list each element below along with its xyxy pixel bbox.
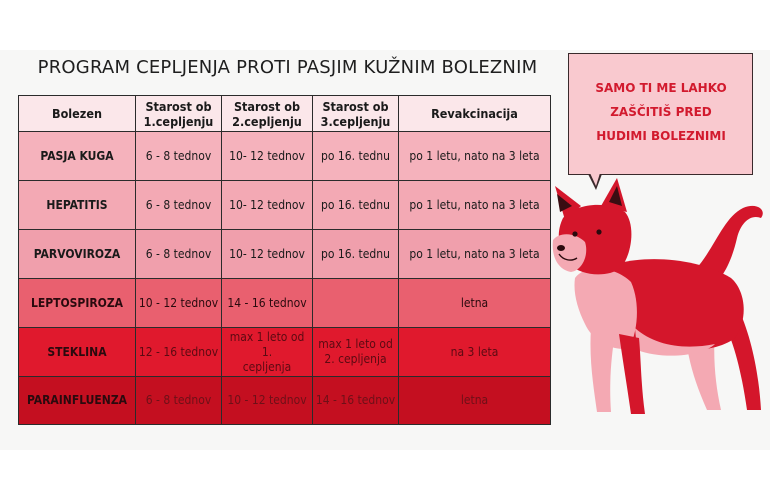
second-age-cell: 10- 12 tednov xyxy=(222,132,313,181)
table-row xyxy=(19,230,551,279)
second-age-cell: 10- 12 tednov xyxy=(222,230,313,279)
header-third-line1: Starost ob xyxy=(322,98,389,114)
first-age-cell: 6 - 8 tednov xyxy=(136,132,222,181)
header-second-line2: 2.cepljenju xyxy=(232,113,302,129)
revaccination-cell: po 1 letu, nato na 3 leta xyxy=(399,181,551,230)
disease-cell: STEKLINA xyxy=(19,328,136,377)
revaccination-cell: po 1 letu, nato na 3 leta xyxy=(399,230,551,279)
revaccination-cell: po 1 letu, nato na 3 leta xyxy=(399,132,551,181)
table-row xyxy=(19,132,551,181)
first-age-cell: 6 - 8 tednov xyxy=(136,230,222,279)
third-age-cell: 14 - 16 tednov xyxy=(313,377,399,425)
second-age-cell: 10- 12 tednov xyxy=(222,181,313,230)
first-age-cell: 12 - 16 tednov xyxy=(136,328,222,377)
dog-illustration-icon xyxy=(545,178,770,423)
header-revaccination: Revakcinacija xyxy=(399,96,551,132)
bubble-line-1: SAMO TI ME LAHKO xyxy=(595,81,727,95)
header-third-line2: 3.cepljenju xyxy=(320,113,391,129)
speech-bubble-text xyxy=(572,76,750,148)
second-age-cell: 10 - 12 tednov xyxy=(222,377,313,425)
header-third-vaccination xyxy=(313,96,399,132)
third-age-cell xyxy=(313,279,399,328)
first-age-cell: 6 - 8 tednov xyxy=(136,377,222,425)
disease-cell: PASJA KUGA xyxy=(19,132,136,181)
bubble-line-3: HUDIMI BOLEZNIMI xyxy=(596,129,726,143)
first-age-cell: 6 - 8 tednov xyxy=(136,181,222,230)
table-row xyxy=(19,181,551,230)
disease-cell: HEPATITIS xyxy=(19,181,136,230)
third-age-line2: 2. cepljenja xyxy=(324,352,387,366)
revaccination-cell: na 3 leta xyxy=(399,328,551,377)
third-age-cell xyxy=(313,328,399,377)
second-age-cell xyxy=(222,328,313,377)
third-age-line1: max 1 leto od xyxy=(318,337,393,351)
disease-cell: PARAINFLUENZA xyxy=(19,377,136,425)
table-header-row xyxy=(19,96,551,132)
revaccination-cell: letna xyxy=(399,377,551,425)
table-row xyxy=(19,279,551,328)
second-age-cell: 14 - 16 tednov xyxy=(222,279,313,328)
third-age-cell: po 16. tednu xyxy=(313,230,399,279)
second-age-line1: max 1 leto od 1. xyxy=(229,329,305,359)
bubble-line-2: ZAŠČITIŠ PRED xyxy=(610,105,712,119)
header-disease: Bolezen xyxy=(19,96,136,132)
second-age-line2: cepljenja xyxy=(242,359,292,374)
header-first-line2: 1.cepljenju xyxy=(143,113,214,129)
table-row xyxy=(19,328,551,377)
disease-cell: LEPTOSPIROZA xyxy=(19,279,136,328)
third-age-cell: po 16. tednu xyxy=(313,132,399,181)
vaccination-table xyxy=(18,95,551,425)
first-age-cell: 10 - 12 tednov xyxy=(136,279,222,328)
revaccination-cell: letna xyxy=(399,279,551,328)
header-first-vaccination xyxy=(136,96,222,132)
header-second-line1: Starost ob xyxy=(233,98,301,114)
disease-cell: PARVOVIROZA xyxy=(19,230,136,279)
page-title: PROGRAM CEPLJENJA PROTI PASJIM KUŽNIM BOLEZNIM xyxy=(37,57,538,78)
header-second-vaccination xyxy=(222,96,313,132)
table-row xyxy=(19,377,551,425)
third-age-cell: po 16. tednu xyxy=(313,181,399,230)
header-first-line1: Starost ob xyxy=(145,98,212,114)
